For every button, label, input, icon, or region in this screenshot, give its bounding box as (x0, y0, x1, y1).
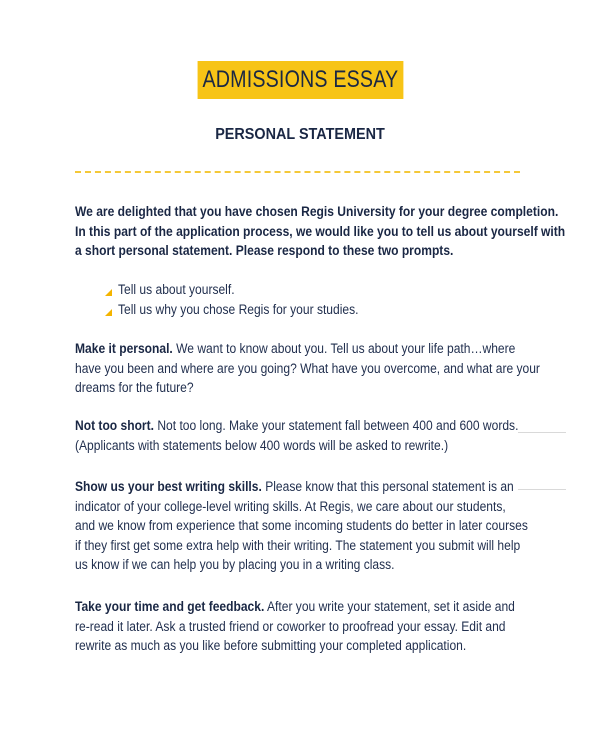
section-line (75, 339, 516, 359)
prompt-item (105, 280, 385, 300)
intro-line: In this part of the application process, we would like you to tell us about yourself with (75, 223, 566, 239)
section-text: After you write your statement, set it aside and (264, 599, 515, 614)
section-line: re-read it later. Ask a trusted friend or coworker to proofread your essay. Edit and (75, 618, 506, 634)
section-line (75, 416, 519, 436)
document-title: ADMISSIONS ESSAY (197, 61, 403, 99)
bullet-triangle-icon (105, 289, 112, 296)
document-subtitle: PERSONAL STATEMENT (215, 126, 385, 143)
section-line: (Applicants with statements below 400 words will be asked to rewrite.) (75, 437, 449, 453)
title-container (0, 61, 600, 99)
section-heading: Take your time and get feedback. (75, 599, 265, 614)
section-text: Not too long. Make your statement fall between 400 and 600 words. (153, 418, 519, 433)
section-writing-skills (75, 477, 565, 575)
intro-line: a short personal statement. Please respond to these two prompts. (75, 243, 454, 258)
prompt-list (105, 280, 385, 320)
section-line (75, 477, 516, 497)
prompt-text: Tell us about yourself. (118, 282, 235, 297)
section-feedback (75, 597, 565, 656)
section-make-it-personal (75, 339, 565, 398)
section-text: We want to know about you. Tell us about your life path…where (172, 341, 516, 356)
section-not-too-short (75, 416, 565, 455)
section-line: if they first get some extra help with their writing. The statement you submit will help (75, 537, 521, 553)
section-heading: Make it personal. (75, 341, 173, 356)
prompt-text: Tell us why you chose Regis for your studies. (118, 302, 359, 317)
section-line (75, 597, 516, 617)
dashed-divider (75, 171, 520, 173)
section-text: Please know that this personal statement is an (261, 479, 514, 494)
section-line: and we know from experience that some incoming students do better in later courses (75, 518, 528, 533)
intro-paragraph (75, 202, 565, 261)
section-line: rewrite as much as you like before submitting your completed application. (75, 638, 467, 653)
section-line: indicator of your college-level writing skills. At Regis, we care about our students, (75, 498, 506, 514)
section-line: us know if we can help you by placing you in a writing class. (75, 557, 395, 572)
section-line: have you been and where are you going? What have you overcome, and what are your (75, 360, 540, 376)
section-heading: Show us your best writing skills. (75, 479, 262, 494)
prompt-item (105, 300, 385, 320)
margin-rule (518, 432, 566, 433)
bullet-triangle-icon (105, 309, 112, 316)
intro-line: We are delighted that you have chosen Regis University for your degree completion. (75, 204, 559, 219)
margin-rule (518, 489, 566, 490)
section-line: dreams for the future? (75, 380, 194, 395)
section-heading: Not too short. (75, 418, 154, 433)
